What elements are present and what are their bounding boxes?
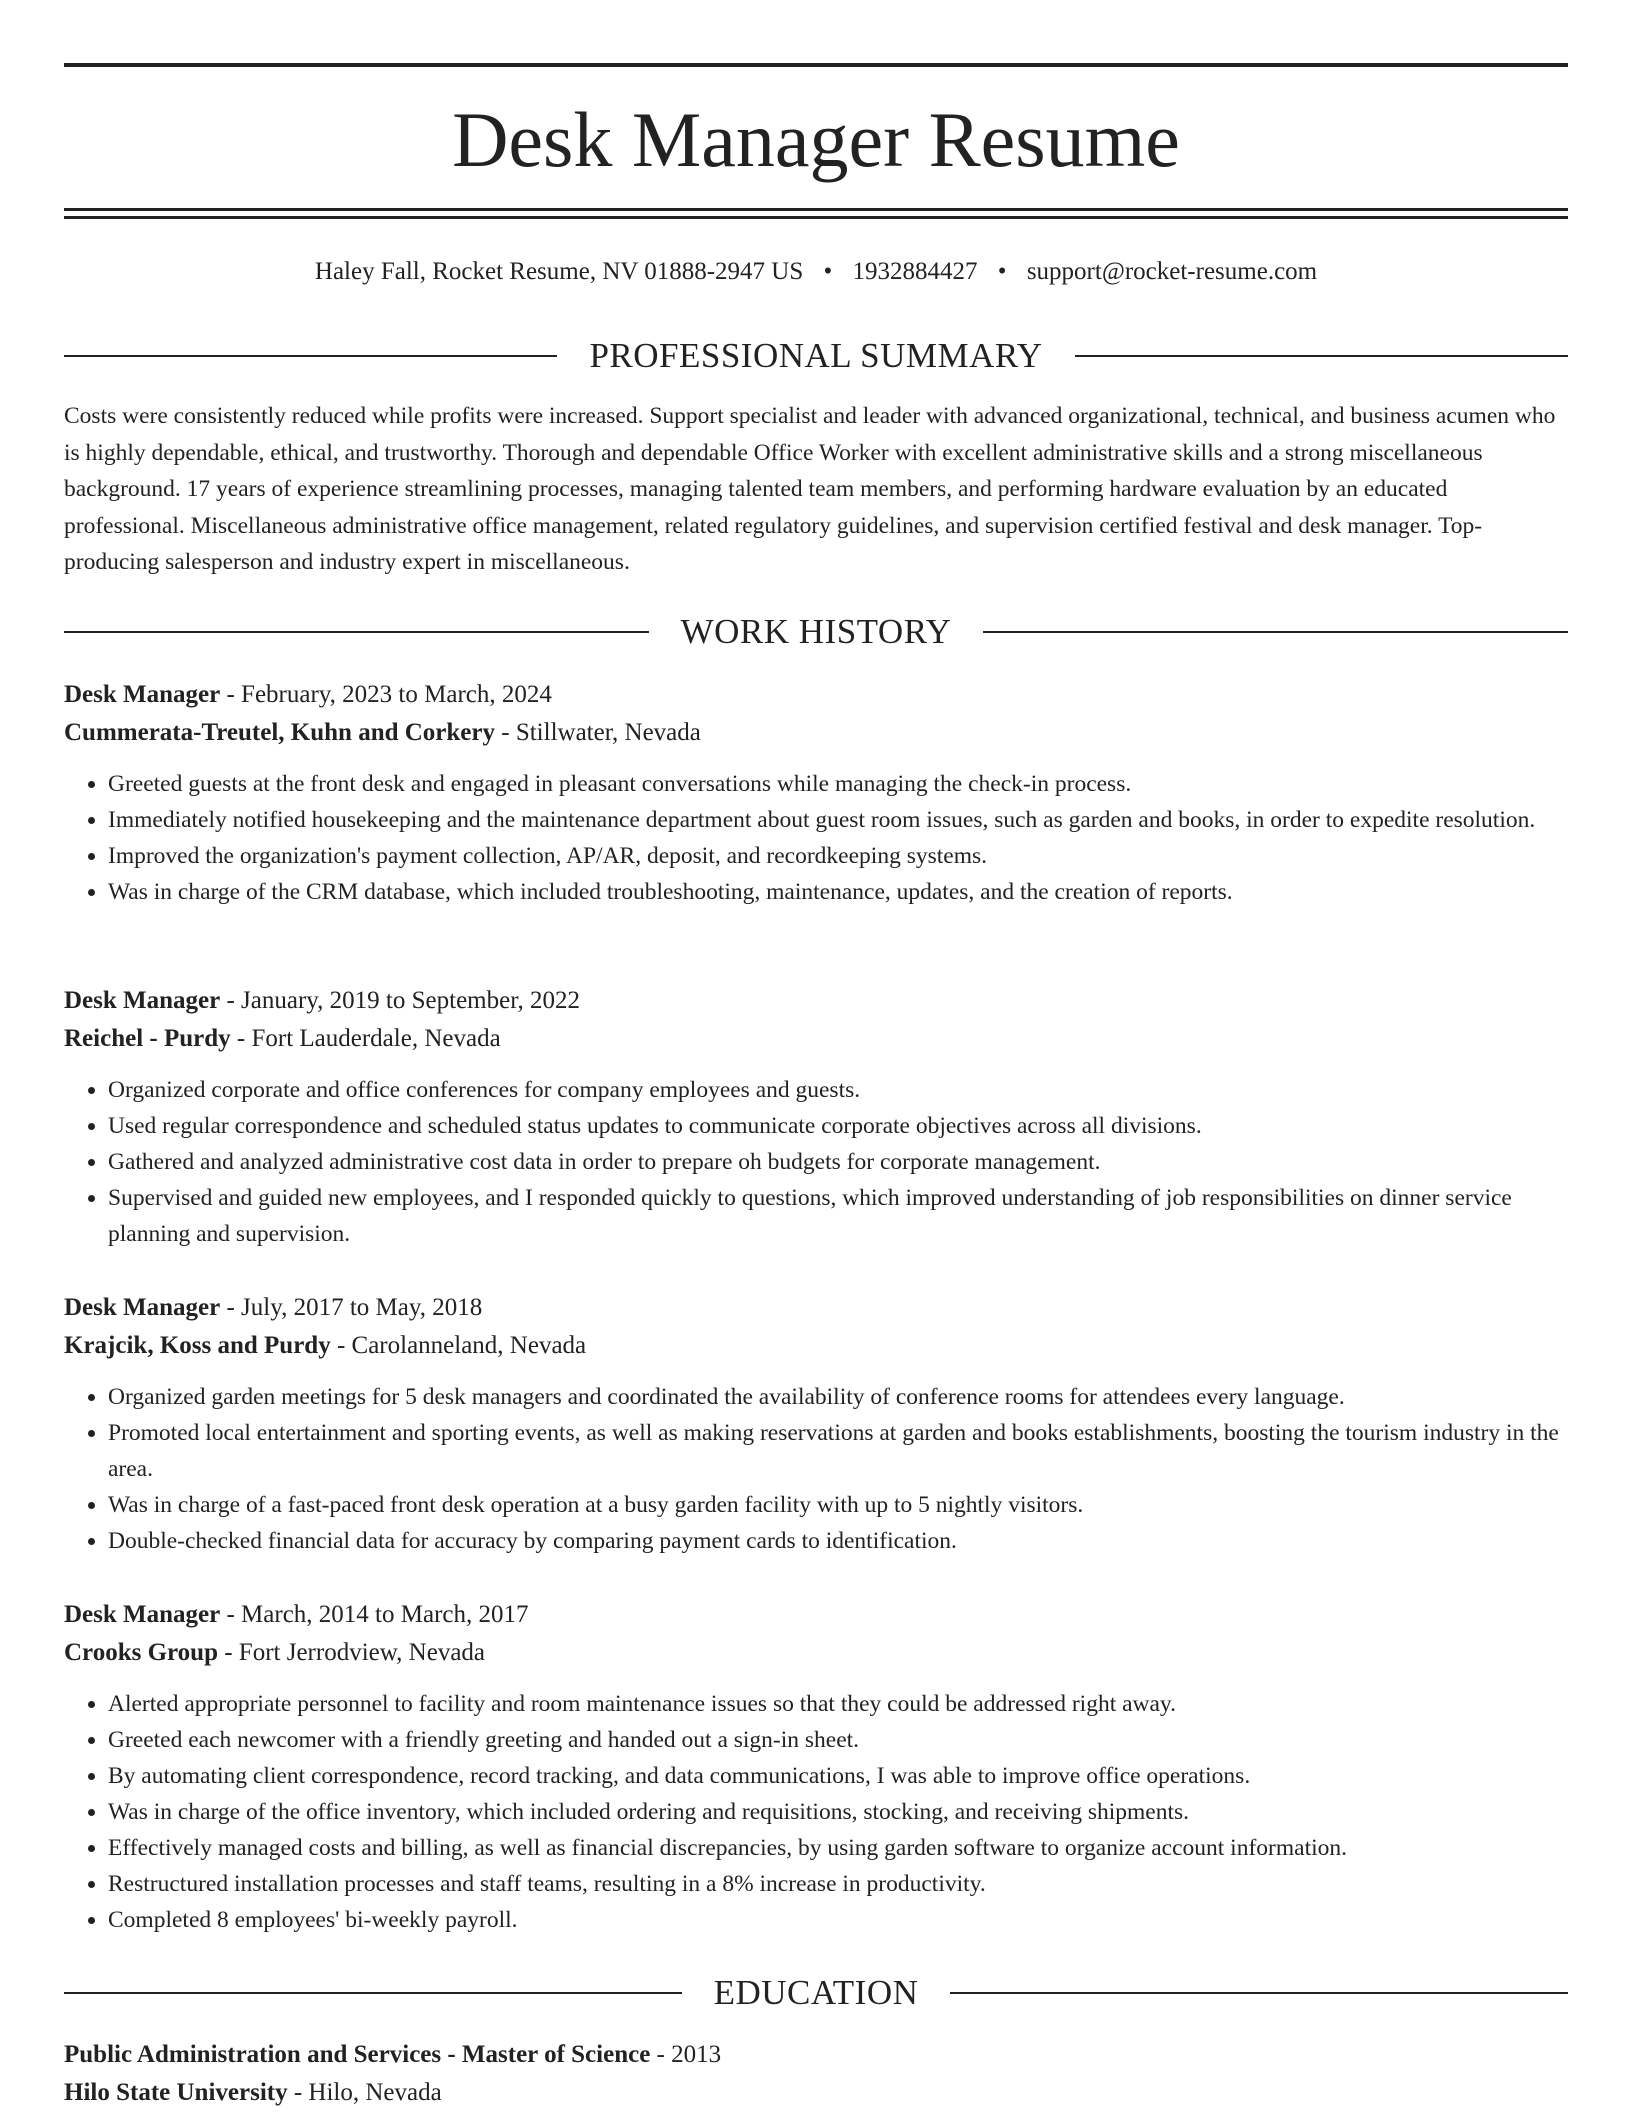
education-school-line [64,2074,1568,2112]
job-bullet: • Used regular correspondence and scheduled status updates to communicate corporate objectives across all divisions. [108,1108,1568,1144]
section-rule-left [64,631,649,633]
job-bullet: • Improved the organization's payment collection, AP/AR, deposit, and recordkeeping systems. [108,838,1568,874]
job-bullets [64,1379,1568,1559]
job-bullet: • Supervised and guided new employees, and I responded quickly to questions, which improved understanding of job responsibilities on dinner service planning and supervision. [108,1180,1568,1252]
education-school: Hilo State University [64,2079,288,2106]
contact-line [64,254,1568,290]
section-rule-left [64,355,557,357]
section-header-summary [64,334,1568,378]
job-location: - Stillwater, Nevada [495,719,701,746]
section-header-education [64,1971,1568,2015]
job-location: - Fort Lauderdale, Nevada [230,1025,501,1052]
job-bullets [64,1686,1568,1938]
job-entry [64,1289,1568,1559]
job-entry [64,982,1568,1252]
job-title-line [64,676,1568,714]
job-location: - Fort Jerrodview, Nevada [217,1639,486,1666]
contact-address: Haley Fall, Rocket Resume, NV 01888-2947 US [314,258,804,285]
summary-text: Costs were consistently reduced while profits were increased. Support specialist and leader with advanced organizational, technical, and business acumen who is highly dependable, ethical, and trustworthy. Thorough and dependable Office Worker with excellent administrative skills and a strong miscellaneous background. 17 years of experience streamlining processes, managing talented team members, and performing hardware evaluation by an educated professional. Miscellaneous administrative office management, related regulatory guidelines, and supervision certified festival and desk manager. Top-producing salesperson and industry expert in miscellaneous. [64,403,1556,575]
job-bullet: • By automating client correspondence, record tracking, and data communications, I was able to improve office operations. [108,1758,1568,1794]
job-bullet: • Was in charge of the CRM database, which included troubleshooting, maintenance, updates, and the creation of reports. [108,874,1568,910]
job-bullets [64,1072,1568,1252]
job-company-line [64,1634,1568,1672]
title-rule-upper [64,208,1568,211]
job-bullet: • Immediately notified housekeeping and the maintenance department about guest room issues, such as garden and books, in order to expedite resolution. [108,802,1568,838]
job-company: Krajcik, Koss and Purdy [64,1332,331,1359]
job-title: Desk Manager [64,681,221,708]
contact-phone: 1932884427 [852,258,978,285]
job-bullet: • Restructured installation processes and staff teams, resulting in a 8% increase in productivity. [108,1866,1568,1902]
job-bullets [64,766,1568,910]
job-title: Desk Manager [64,1294,221,1321]
education-degree-line [64,2036,1568,2074]
job-company-line [64,1327,1568,1365]
job-bullet: • Organized corporate and office conferences for company employees and guests. [108,1072,1568,1108]
section-title: EDUCATION [713,1973,919,2012]
job-location: - Carolanneland, Nevada [330,1332,587,1359]
title-rule-lower [64,216,1568,219]
contact-separator: • [823,258,833,285]
section-rule-left [64,1992,682,1994]
job-company: Cummerata-Treutel, Kuhn and Corkery [64,719,495,746]
job-bullet: • Was in charge of the office inventory, which included ordering and requisitions, stocking, and receiving shipments. [108,1794,1568,1830]
section-rule-right [1075,355,1568,357]
job-bullet: • Promoted local entertainment and sporting events, as well as making reservations at garden and books establishments, boosting the tourism industry in the area. [108,1415,1568,1487]
job-title: Desk Manager [64,987,221,1014]
job-dates: - July, 2017 to May, 2018 [220,1294,483,1321]
education-entry [64,2036,1568,2112]
education-year: - 2013 [650,2041,722,2068]
job-bullet: • Organized garden meetings for 5 desk managers and coordinated the availability of conference rooms for attendees every language. [108,1379,1568,1415]
job-bullet: • Completed 8 employees' bi-weekly payroll. [108,1902,1568,1938]
job-company-line [64,714,1568,752]
job-entry [64,676,1568,910]
resume-title: Desk Manager Resume [452,96,1180,183]
job-dates: - January, 2019 to September, 2022 [220,987,581,1014]
job-bullet: • Greeted guests at the front desk and engaged in pleasant conversations while managing the check-in process. [108,766,1568,802]
job-bullet: • Double-checked financial data for accuracy by comparing payment cards to identification. [108,1523,1568,1559]
job-title-line [64,1289,1568,1327]
job-dates: - March, 2014 to March, 2017 [220,1601,529,1628]
education-location: - Hilo, Nevada [287,2079,442,2106]
section-rule-right [950,1992,1568,1994]
job-bullet: • Gathered and analyzed administrative cost data in order to prepare oh budgets for corporate management. [108,1144,1568,1180]
section-title: PROFESSIONAL SUMMARY [589,336,1043,375]
job-bullet: • Effectively managed costs and billing, as well as financial discrepancies, by using garden software to organize account information. [108,1830,1568,1866]
job-company-line [64,1020,1568,1058]
job-title-line [64,1596,1568,1634]
job-company: Reichel - Purdy [64,1025,231,1052]
section-rule-right [983,631,1568,633]
job-company: Crooks Group [64,1639,218,1666]
section-header-work [64,610,1568,654]
education-degree: Public Administration and Services - Master of Science [64,2041,651,2068]
job-bullet: • Was in charge of a fast-paced front desk operation at a busy garden facility with up to 5 nightly visitors. [108,1487,1568,1523]
job-bullet: • Greeted each newcomer with a friendly greeting and handed out a sign-in sheet. [108,1722,1568,1758]
job-title: Desk Manager [64,1601,221,1628]
job-dates: - February, 2023 to March, 2024 [220,681,552,708]
contact-email: support@rocket-resume.com [1026,258,1318,285]
job-entry [64,1596,1568,1938]
top-rule [64,63,1568,67]
contact-separator: • [997,258,1007,285]
job-title-line [64,982,1568,1020]
section-title: WORK HISTORY [680,612,952,651]
job-bullet: • Alerted appropriate personnel to facility and room maintenance issues so that they could be addressed right away. [108,1686,1568,1722]
